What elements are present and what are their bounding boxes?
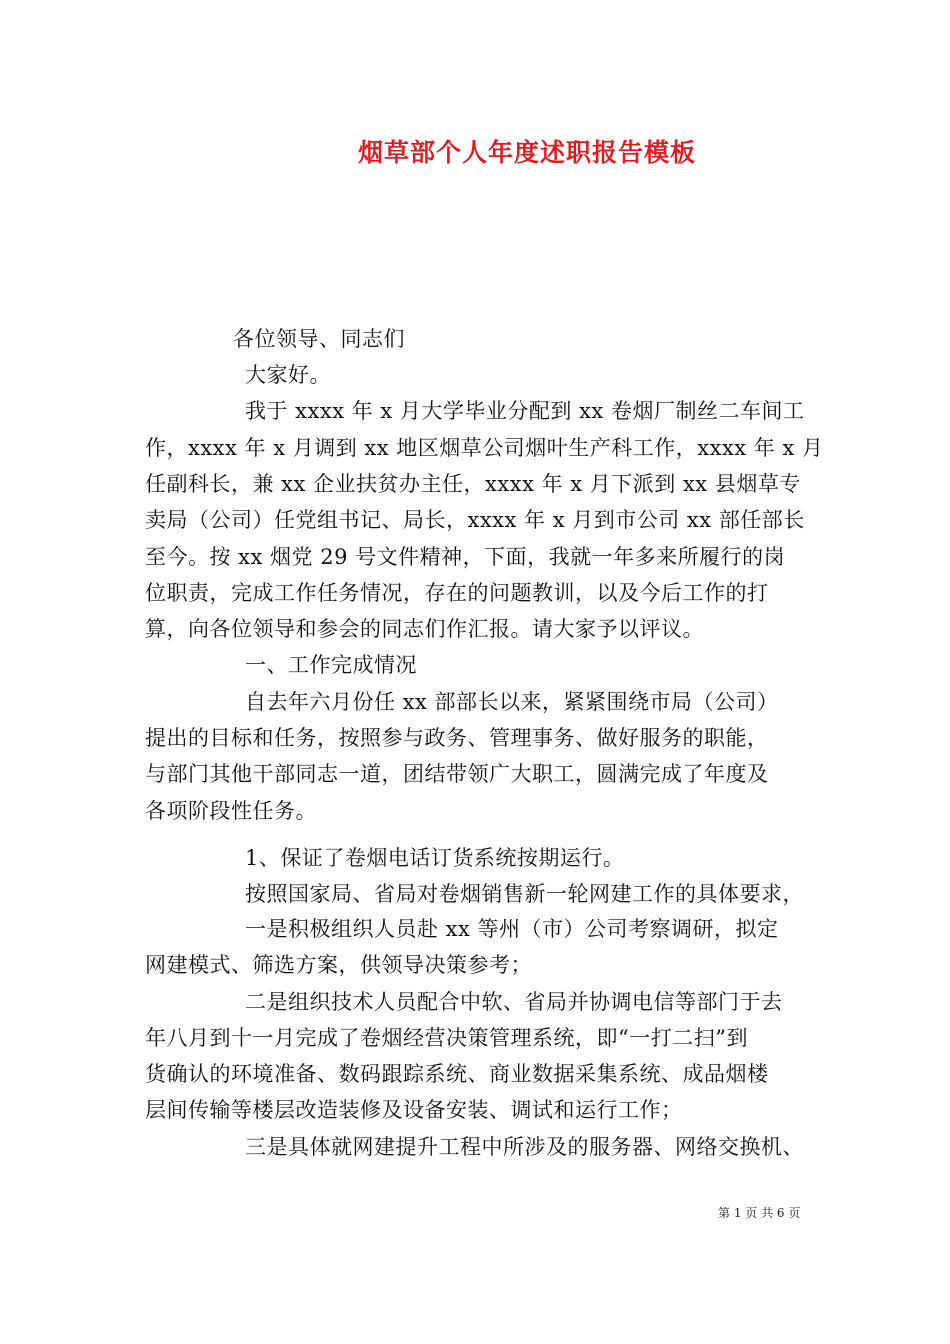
page-number: 第 1 页 共 6 页 <box>718 1206 801 1220</box>
body-line: 二是组织技术人员配合中软、省局并协调电信等部门于去 <box>245 990 783 1014</box>
subsection-heading: 1、保证了卷烟电话订货系统按期运行。 <box>245 846 625 870</box>
body-line: 与部门其他干部同志一道，团结带领广大职工，圆满完成了年度及 <box>145 762 769 786</box>
body-line: 按照国家局、省局对卷烟销售新一轮网建工作的具体要求， <box>245 882 804 906</box>
body-line: 大家好。 <box>245 363 331 387</box>
body-line: 提出的目标和任务，按照参与政务、管理事务、做好服务的职能， <box>145 726 769 750</box>
body-line: 作，xxxx 年 x 月调到 xx 地区烟草公司烟叶生产科工作，xxxx 年 x 月 <box>145 436 824 460</box>
body-line: 至今。按 xx 烟党 29 号文件精神，下面，我就一年多来所履行的岗 <box>145 545 786 569</box>
body-line: 各项阶段性任务。 <box>145 799 317 823</box>
body-line: 自去年六月份任 xx 部部长以来，紧紧围绕市局（公司） <box>245 690 779 714</box>
section-heading: 一、工作完成情况 <box>245 653 417 677</box>
body-line: 层间传输等楼层改造装修及设备安装、调试和运行工作； <box>145 1098 683 1122</box>
body-line: 算，向各位领导和参会的同志们作汇报。请大家予以评议。 <box>145 617 704 641</box>
body-line: 网建模式、筛选方案，供领导决策参考； <box>145 953 532 977</box>
body-line: 我于 xxxx 年 x 月大学毕业分配到 xx 卷烟厂制丝二车间工 <box>245 399 805 423</box>
body-line: 任副科长，兼 xx 企业扶贫办主任，xxxx 年 x 月下派到 xx 县烟草专 <box>145 472 801 496</box>
body-line: 各位领导、同志们 <box>233 327 405 351</box>
body-line: 一是积极组织人员赴 xx 等州（市）公司考察调研，拟定 <box>245 917 779 941</box>
body-line: 年八月到十一月完成了卷烟经营决策管理系统，即“一打二扫”到 <box>145 1026 748 1050</box>
body-line: 卖局（公司）任党组书记、局长，xxxx 年 x 月到市公司 xx 部任部长 <box>145 508 805 532</box>
body-line: 位职责，完成工作任务情况，存在的问题教训，以及今后工作的打 <box>145 581 769 605</box>
body-line: 货确认的环境准备、数码跟踪系统、商业数据采集系统、成品烟楼 <box>145 1062 769 1086</box>
body-line: 三是具体就网建提升工程中所涉及的服务器、网络交换机、 <box>245 1135 804 1159</box>
document-title: 烟草部个人年度述职报告模板 <box>357 138 696 167</box>
